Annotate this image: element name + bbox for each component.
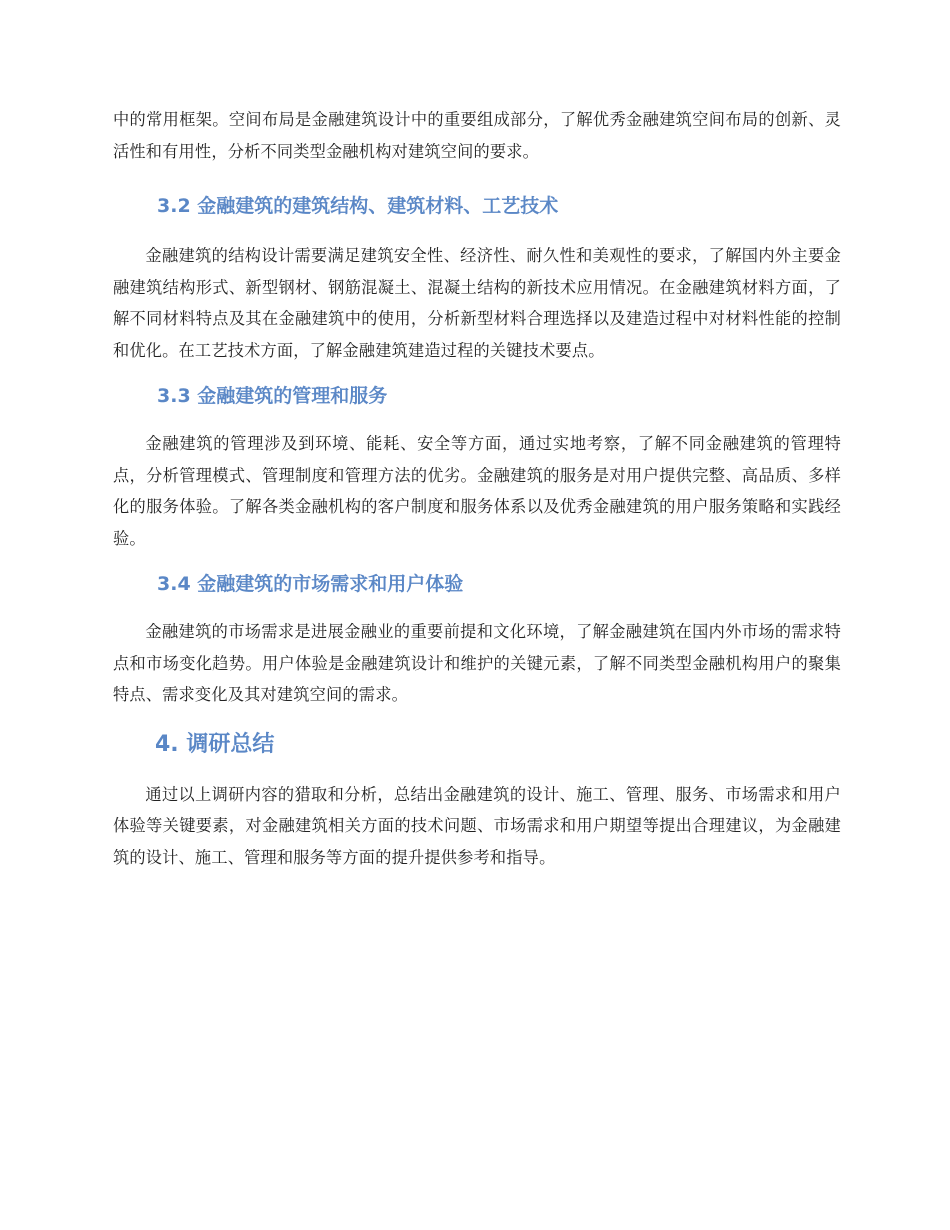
intro-paragraph: 中的常用框架。空间布局是金融建筑设计中的重要组成部分，了解优秀金融建筑空间布局的创新、灵活性和有用性，分析不同类型金融机构对建筑空间的要求。	[113, 110, 841, 161]
section-body-3-4: 金融建筑的市场需求是进展金融业的重要前提和文化环境，了解金融建筑在国内外市场的需求特点和市场变化趋势。用户体验是金融建筑设计和维护的关键元素，了解不同类型金融机构用户的聚集特点、需求变化及其对建筑空间的需求。	[113, 622, 841, 704]
section-body-3-2: 金融建筑的结构设计需要满足建筑安全性、经济性、耐久性和美观性的要求，了解国内外主要金融建筑结构形式、新型钢材、钢筋混凝土、混凝土结构的新技术应用情况。在金融建筑材料方面，了解不同材料特点及其在金融建筑中的使用，分析新型材料合理选择以及建造过程中对材料性能的控制和优化。在工艺技术方面，了解金融建筑建造过程的关键技术要点。	[113, 246, 841, 360]
section-body-3-3: 金融建筑的管理涉及到环境、能耗、安全等方面，通过实地考察，了解不同金融建筑的管理特点，分析管理模式、管理制度和管理方法的优劣。金融建筑的服务是对用户提供完整、高品质、多样化的服务体验。了解各类金融机构的客户制度和服务体系以及优秀金融建筑的用户服务策略和实践经验。	[113, 434, 841, 548]
document-page	[113, 104, 841, 873]
section-heading-3-2: 3.2 金融建筑的建筑结构、建筑材料、工艺技术	[157, 195, 559, 217]
section-body-4: 通过以上调研内容的猎取和分析，总结出金融建筑的设计、施工、管理、服务、市场需求和用户体验等关键要素，对金融建筑相关方面的技术问题、市场需求和用户期望等提出合理建议，为金融建筑的设计、施工、管理和服务等方面的提升提供参考和指导。	[113, 784, 841, 867]
section-heading-3-3: 3.3 金融建筑的管理和服务	[157, 385, 388, 407]
section-heading-4: 4. 调研总结	[155, 731, 275, 757]
section-heading-3-4: 3.4 金融建筑的市场需求和用户体验	[157, 573, 464, 595]
